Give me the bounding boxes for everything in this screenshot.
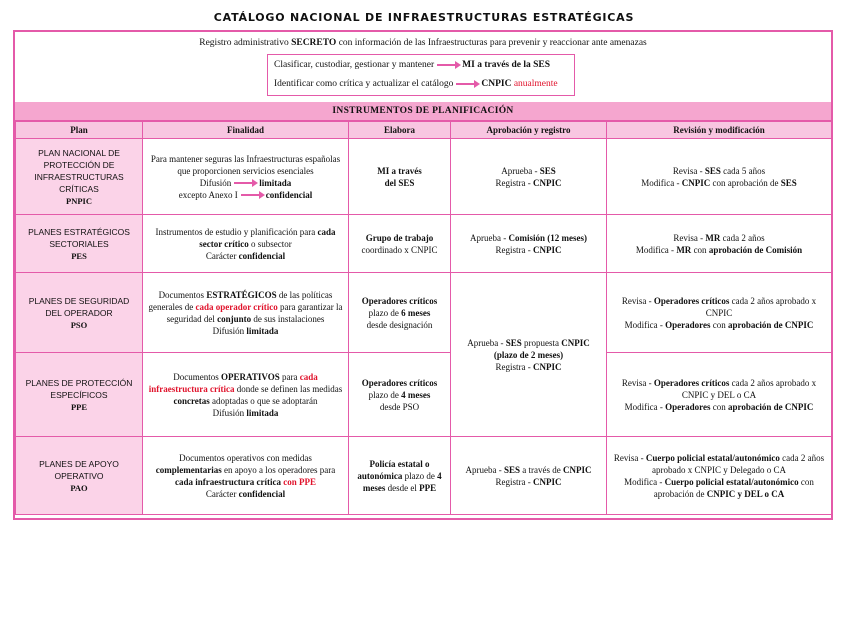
finalidad-cell: Documentos ESTRATÉGICOS de las políticas generales de cada operador crítico para garantizar la seguridad del conjunto de sus instalaciones Difusión limitada (143, 273, 349, 353)
finalidad-cell: Para mantener seguras las Infraestructuras españolas que proporcionen servicios esenciales Difusión limitada excepto Anexo I confidencial (143, 139, 349, 215)
finalidad-cell: Documentos operativos con medidas complementarias en apoyo a los operadores para cada infraestructura crítica con PPE Carácter confidencial (143, 437, 349, 515)
column-header-revision: Revisión y modificación (607, 122, 832, 139)
arrow-right-icon (456, 83, 478, 85)
revision-cell: Revisa - Cuerpo policial estatal/autonómico cada 2 años aprobado x CNPIC y Delegado o CA Modifica - Cuerpo policial estatal/autonómico con aprobación de CNPIC y DEL o CA (607, 437, 832, 515)
revision-cell: Revisa - Operadores críticos cada 2 años aprobado x CNPIC y DEL o CA Modifica - Operadores con aprobación de CNPIC (607, 353, 832, 437)
table-row (16, 353, 832, 437)
column-header-elabora: Elabora (349, 122, 451, 139)
arrow-right-icon (241, 194, 263, 196)
column-header-aprobacion: Aprobación y registro (451, 122, 607, 139)
aprobacion-cell-shared: Aprueba - SES propuesta CNPIC (plazo de 2 meses) Registra - CNPIC (451, 273, 607, 437)
table-row (16, 215, 832, 273)
intro-box (267, 54, 575, 96)
catalog-frame (13, 30, 833, 520)
section-title: INSTRUMENTOS DE PLANIFICACIÓN (15, 102, 831, 121)
plan-cell: PLANES DE PROTECCIÓN ESPECÍFICOS PPE (16, 353, 143, 437)
intro-row-identify: Identificar como crítica y actualizar el catálogo CNPIC anualmente (274, 79, 558, 89)
table-row (16, 273, 832, 353)
intro-row-classify: Clasificar, custodiar, gestionar y mantener MI a través de la SES (274, 60, 551, 70)
finalidad-cell: Documentos OPERATIVOS para cada infraestructura crítica donde se definen las medidas concretas adoptadas o que se adoptarán Difusión limitada (143, 353, 349, 437)
finalidad-cell: Instrumentos de estudio y planificación para cada sector crítico o subsector Carácter confidencial (143, 215, 349, 273)
table-row (16, 437, 832, 515)
plan-cell: PLAN NACIONAL DE PROTECCIÓN DE INFRAESTRUCTURAS CRÍTICAS PNPIC (16, 139, 143, 215)
table-row (16, 139, 832, 215)
intro-description: Registro administrativo SECRETO con información de las Infraestructuras para prevenir y reaccionar ante amenazas (199, 38, 647, 48)
revision-cell: Revisa - SES cada 5 años Modifica - CNPIC con aprobación de SES (607, 139, 832, 215)
elabora-cell: Policía estatal o autonómica plazo de 4 meses desde el PPE (349, 437, 451, 515)
arrow-right-icon (234, 182, 256, 184)
page-title: CATÁLOGO NACIONAL DE INFRAESTRUCTURAS ESTRATÉGICAS (213, 11, 635, 24)
column-header-finalidad: Finalidad (143, 122, 349, 139)
plan-cell: PLANES ESTRATÉGICOS SECTORIALES PES (16, 215, 143, 273)
revision-cell: Revisa - MR cada 2 años Modifica - MR con aprobación de Comisión (607, 215, 832, 273)
aprobacion-cell: Aprueba - Comisión (12 meses) Registra - CNPIC (451, 215, 607, 273)
aprobacion-cell: Aprueba - SES a través de CNPIC Registra - CNPIC (451, 437, 607, 515)
table-header-row (16, 122, 832, 139)
aprobacion-cell: Aprueba - SES Registra - CNPIC (451, 139, 607, 215)
plan-cell: PLANES DE SEGURIDAD DEL OPERADOR PSO (16, 273, 143, 353)
elabora-cell: MI a través del SES (349, 139, 451, 215)
arrow-right-icon (437, 64, 459, 66)
elabora-cell: Grupo de trabajo coordinado x CNPIC (349, 215, 451, 273)
column-header-plan: Plan (16, 122, 143, 139)
elabora-cell: Operadores críticos plazo de 4 meses desde PSO (349, 353, 451, 437)
revision-cell: Revisa - Operadores críticos cada 2 años aprobado x CNPIC Modifica - Operadores con aprobación de CNPIC (607, 273, 832, 353)
planning-table (15, 121, 832, 515)
plan-cell: PLANES DE APOYO OPERATIVO PAO (16, 437, 143, 515)
elabora-cell: Operadores críticos plazo de 6 meses desde designación (349, 273, 451, 353)
intro-section (15, 32, 831, 104)
